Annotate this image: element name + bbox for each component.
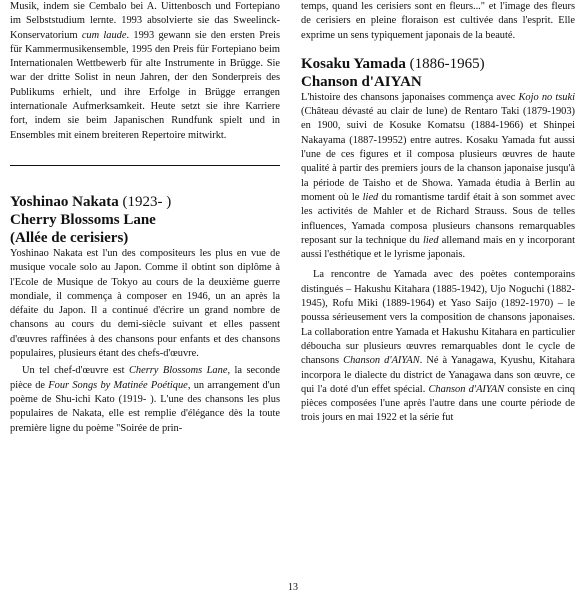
song-title-french: (Allée de cerisiers) (10, 229, 129, 246)
y1-text-a: L'histoire des chansons japonaises commença avec (301, 91, 519, 103)
yamada-paragraph-2 (301, 268, 575, 425)
continued-paragraph: temps, quand les cerisiers sont en fleurs..." et l'image des fleurs de cerisiers en pleine floraison est cultivée dans l'esprit. Elle exprime un sens typiquement japonais de la beauté. (301, 1, 575, 41)
y2-italic-b: Chanson d'AIYAN (343, 355, 420, 367)
song-title: Chanson d'AIYAN (301, 73, 422, 90)
yamada-heading (301, 55, 575, 91)
y1-text-e: du romantisme tardif était à son sommet avec les activités de Mahler et de Richard Strauss. Sous de telles influences, Yamada composa plusieurs chansons remarquables reposant sur la technique du (301, 191, 575, 246)
song-title: Cherry Blossoms Lane (10, 211, 156, 228)
intro-text-italic: cum laude (81, 29, 127, 41)
intro-text-b: . 1993 gewann sie den ersten Preis für Kammermusikensemble, 1995 den Preis für Fortepiano beim Internationalen Wettbewerb für alte Instrumente in Brügge. Sie war der dritte Solist in neun Jahren, der den Sonderpreis des Publikums erhielt, und ihre Erfolge in Brügge errangen internationale Aufmerksamkeit. Heute setzt sie ihre Karriere fort, indem sie beim Japanischen Rundfunk spielt und in Ensembles mit einem breiteren Repertoire mitwirkt. (10, 29, 281, 141)
p2-text-a: Un tel chef-d'œuvre est (22, 365, 129, 377)
section-divider (10, 165, 280, 166)
nakata-heading (10, 193, 280, 247)
y1-italic-d: lied (362, 191, 379, 203)
composer-name: Kosaku Yamada (301, 55, 406, 72)
yamada-paragraph-1 (301, 91, 575, 263)
composer-years: (1923- ) (118, 193, 172, 210)
nakata-paragraph-2 (10, 364, 280, 435)
y2-italic-d: Chanson d'AIYAN (428, 383, 505, 395)
composer-name: Yoshinao Nakata (10, 193, 119, 210)
y2-text-e: consiste en cinq pièces composées l'une après l'autre dans une courte période de trois jours en mai 1922 et la série fut (301, 383, 575, 424)
intro-text-a: Musik, indem sie Cembalo bei A. Uittenbosch und Fortepiano im Selbststudium lernte. 1993 absolvierte sie das Sweelinck-Konservatorium (10, 1, 280, 41)
composer-years: (1886-1965) (405, 55, 485, 72)
p2-text-c: , la seconde pièce de (10, 365, 280, 391)
p2-italic-d: Four Songs by Matinée Poétique (48, 379, 188, 391)
left-column (10, 0, 280, 436)
y1-text-g: allemand mais en y incorporant aussi l'esthétique et le lyrisme japonais. (301, 234, 576, 261)
y1-text-c: (Château dévasté au clair de lune) de Rentaro Taki (1879-1903) en 1900, suivi de Kosuke Komatsu (1884-1966) et Shinpei Nakayama (1887-19952) entre autres. Kosaku Yamada fut aussi l'une de ces figures et il composa plusieurs œuvres de haute qualité à partir des premiers jours de la chanson japonaise jusqu'à la période de Taisho et de Showa. Yamada étudia à Berlin au moment où le (301, 106, 575, 203)
y2-text-c: . Né à Yanagawa, Kyushu, Kitahara incorpora le dialecte du district de Yanagawa dans son œuvre, ce qui l'a doté d'un effet spécial. (301, 355, 575, 395)
intro-paragraph (10, 0, 280, 143)
nakata-paragraph-1: Yoshinao Nakata est l'un des compositeurs les plus en vue de musique vocale solo au Japon. Comme il obtint son diplôme à l'Ecole de Musique de Tokyo au cours de la deuxième guerre mondiale, il commença à composer en 1946, un an après la défaite du Japon. Il a continué d'écrire un grand nombre de chansons au cours du demi-siècle suivant et elles passent d'œuvres raffinées à des chansons pour enfants et des chansons populaires, plusieurs étant des chefs-d'œuvre. (10, 247, 280, 360)
right-column (301, 0, 575, 426)
y1-italic-f: lied (423, 234, 439, 246)
y1-italic-b: Kojo no tsuki (518, 91, 576, 103)
p2-text-e: , un arrangement d'un poème de Shu-ichi Kato (1919- ). L'une des chansons les plus populaires de Nakata, elle est remplie d'élégance dès la toute première ligne du poème "Soirée de prin- (10, 379, 281, 434)
p2-italic-b: Cherry Blossoms Lane (128, 365, 228, 377)
page-number: 13 (288, 582, 298, 593)
y2-text-a: La rencontre de Yamada avec des poètes contemporains distingués – Hakushu Kitahara (1885-1942), Ujo Noguchi (1882-1945), Rofu Miki (1889-1964) et Yaso Saijo (1892-1970) – le poussa sérieusement vers la composition de chansons japonaises. La collaboration entre Yamada et Hakushu Kitahara en particulier déboucha sur plusieurs œuvres remarquables dont le cycle de chansons (301, 269, 575, 367)
